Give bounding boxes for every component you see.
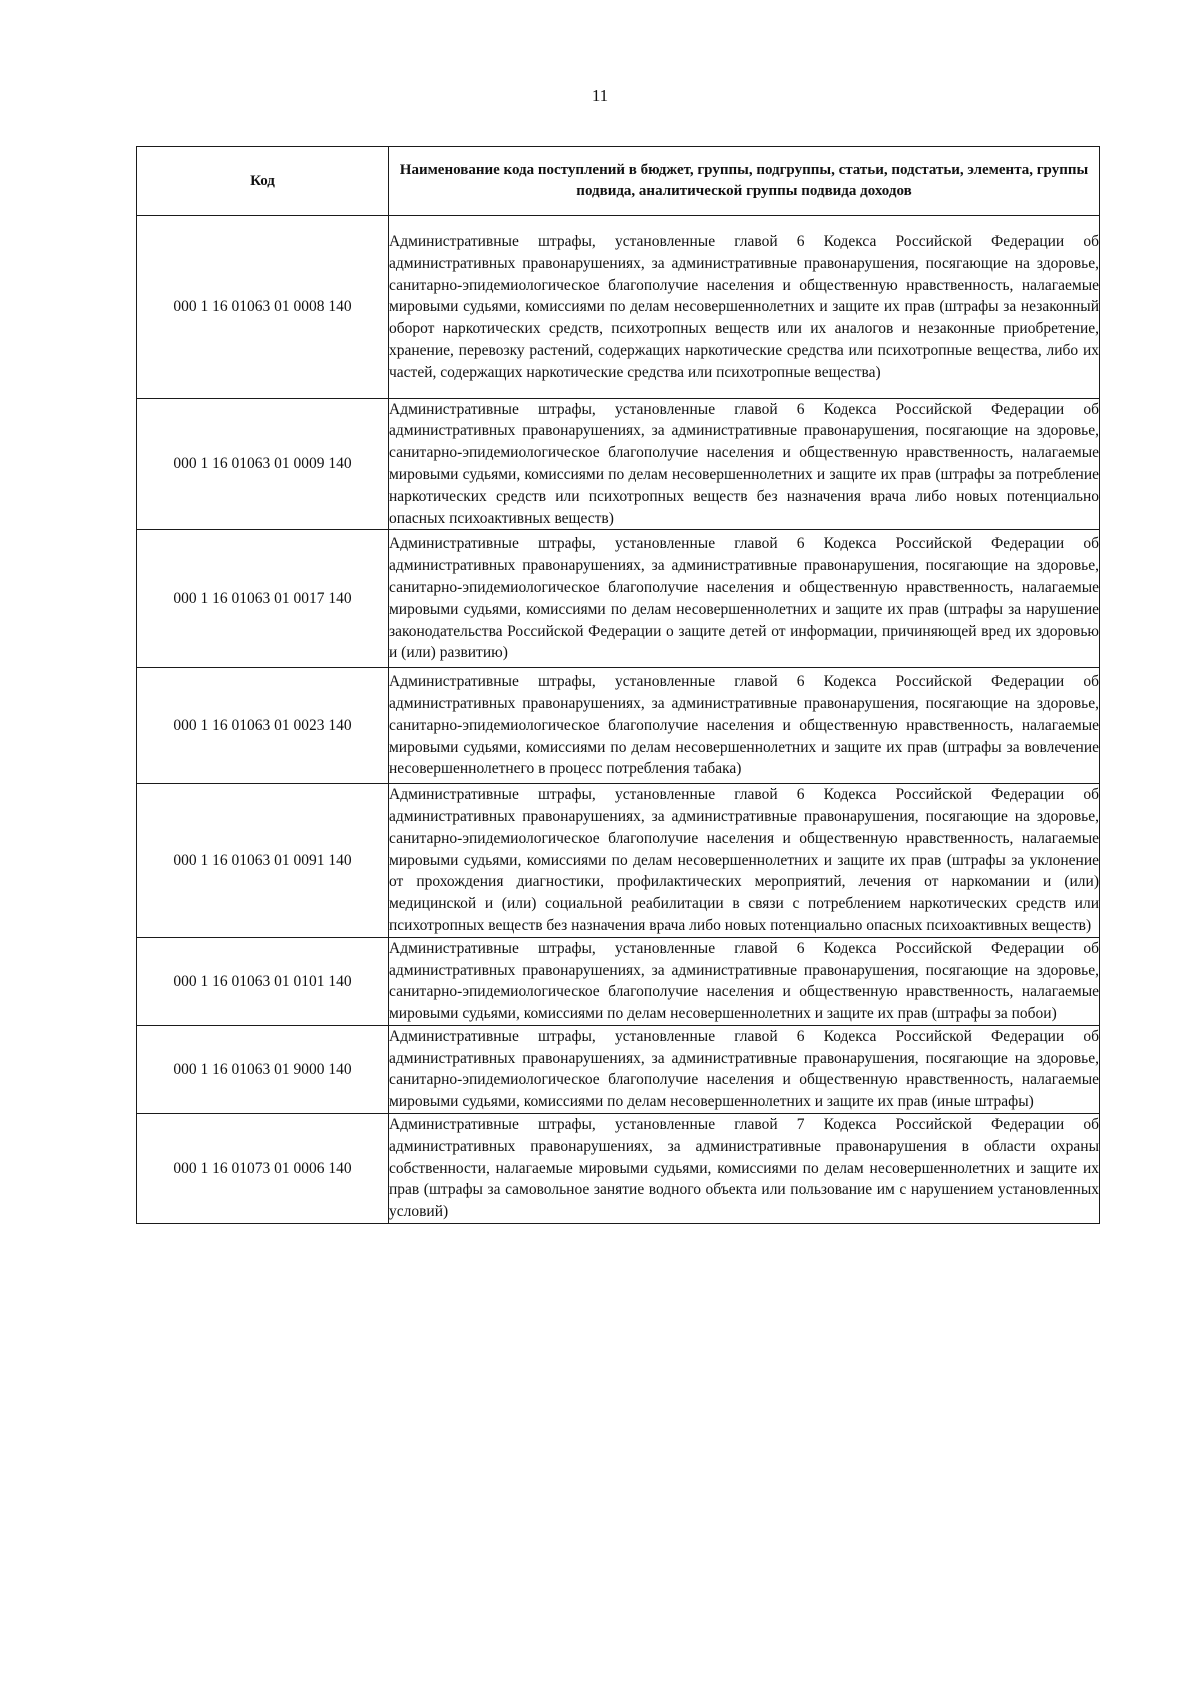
- table-row: [137, 1114, 1100, 1224]
- page-number: 11: [591, 86, 609, 105]
- row-description: Административные штрафы, установленные главой 6 Кодекса Российской Федерации об административных правонарушениях, за административные правонарушения, посягающие на здоровье, санитарно-эпидемиологическое благополучие населения и общественную нравственность, налагаемые мировыми судьями, комиссиями по делам несовершеннолетних и защите их прав (штрафы за потребление наркотических средств или психотропных веществ без назначения врача либо новых потенциально опасных психоактивных веществ): [389, 398, 1100, 530]
- row-description: Административные штрафы, установленные главой 6 Кодекса Российской Федерации об административных правонарушениях, за административные правонарушения, посягающие на здоровье, санитарно-эпидемиологическое благополучие населения и общественную нравственность, налагаемые мировыми судьями, комиссиями по делам несовершеннолетних и защите их прав (штрафы за вовлечение несовершеннолетнего в процесс потребления табака): [389, 668, 1100, 784]
- row-description: Административные штрафы, установленные главой 6 Кодекса Российской Федерации об административных правонарушениях, за административные правонарушения, посягающие на здоровье, санитарно-эпидемиологическое благополучие населения и общественную нравственность, налагаемые мировыми судьями, комиссиями по делам несовершеннолетних и защите их прав (штрафы за нарушение законодательства Российской Федерации о защите детей от информации, причиняющей вред их здоровью и (или) развитию): [389, 530, 1100, 668]
- row-code: 000 1 16 01063 01 0101 140: [137, 937, 389, 1025]
- row-description: Административные штрафы, установленные главой 7 Кодекса Российской Федерации об административных правонарушениях, за административные правонарушения в области охраны собственности, налагаемые мировыми судьями, комиссиями по делам несовершеннолетних и защите их прав (штрафы за самовольное занятие водного объекта или пользование им с нарушением установленных условий): [389, 1114, 1100, 1224]
- table-row: [137, 398, 1100, 530]
- table-row: [137, 1025, 1100, 1113]
- table-row: [137, 937, 1100, 1025]
- row-code: 000 1 16 01063 01 0091 140: [137, 784, 389, 938]
- row-code: 000 1 16 01063 01 0008 140: [137, 216, 389, 399]
- table-row: [137, 784, 1100, 938]
- table-row: [137, 216, 1100, 399]
- row-description: Административные штрафы, установленные главой 6 Кодекса Российской Федерации об административных правонарушениях, за административные правонарушения, посягающие на здоровье, санитарно-эпидемиологическое благополучие населения и общественную нравственность, налагаемые мировыми судьями, комиссиями по делам несовершеннолетних и защите их прав (штрафы за незаконный оборот наркотических средств, психотропных веществ или их аналогов и незаконные приобретение, хранение, перевозку растений, содержащих наркотические средства или психотропные вещества, либо их частей, содержащих наркотические средства или психотропные вещества): [389, 216, 1100, 399]
- row-code: 000 1 16 01063 01 9000 140: [137, 1025, 389, 1113]
- row-code: 000 1 16 01063 01 0009 140: [137, 398, 389, 530]
- row-description: Административные штрафы, установленные главой 6 Кодекса Российской Федерации об административных правонарушениях, за административные правонарушения, посягающие на здоровье, санитарно-эпидемиологическое благополучие населения и общественную нравственность, налагаемые мировыми судьями, комиссиями по делам несовершеннолетних и защите их прав (штрафы за побои): [389, 937, 1100, 1025]
- row-code: 000 1 16 01063 01 0017 140: [137, 530, 389, 668]
- row-code: 000 1 16 01063 01 0023 140: [137, 668, 389, 784]
- row-code: 000 1 16 01073 01 0006 140: [137, 1114, 389, 1224]
- table-row: [137, 530, 1100, 668]
- header-code: Код: [137, 147, 389, 216]
- row-description: Административные штрафы, установленные главой 6 Кодекса Российской Федерации об административных правонарушениях, за административные правонарушения, посягающие на здоровье, санитарно-эпидемиологическое благополучие населения и общественную нравственность, налагаемые мировыми судьями, комиссиями по делам несовершеннолетних и защите их прав (иные штрафы): [389, 1025, 1100, 1113]
- revenue-codes-table: [136, 146, 1100, 1224]
- table-row: [137, 668, 1100, 784]
- table-header-row: [137, 147, 1100, 216]
- row-description: Административные штрафы, установленные главой 6 Кодекса Российской Федерации об административных правонарушениях, за административные правонарушения, посягающие на здоровье, санитарно-эпидемиологическое благополучие населения и общественную нравственность, налагаемые мировыми судьями, комиссиями по делам несовершеннолетних и защите их прав (штрафы за уклонение от прохождения диагностики, профилактических мероприятий, лечения от наркомании и (или) медицинской и (или) социальной реабилитации в связи с потреблением наркотических средств или психотропных веществ без назначения врача либо новых потенциально опасных психоактивных веществ): [389, 784, 1100, 938]
- header-name: Наименование кода поступлений в бюджет, группы, подгруппы, статьи, подстатьи, элемента, группы подвида, аналитической группы подвида доходов: [389, 147, 1100, 216]
